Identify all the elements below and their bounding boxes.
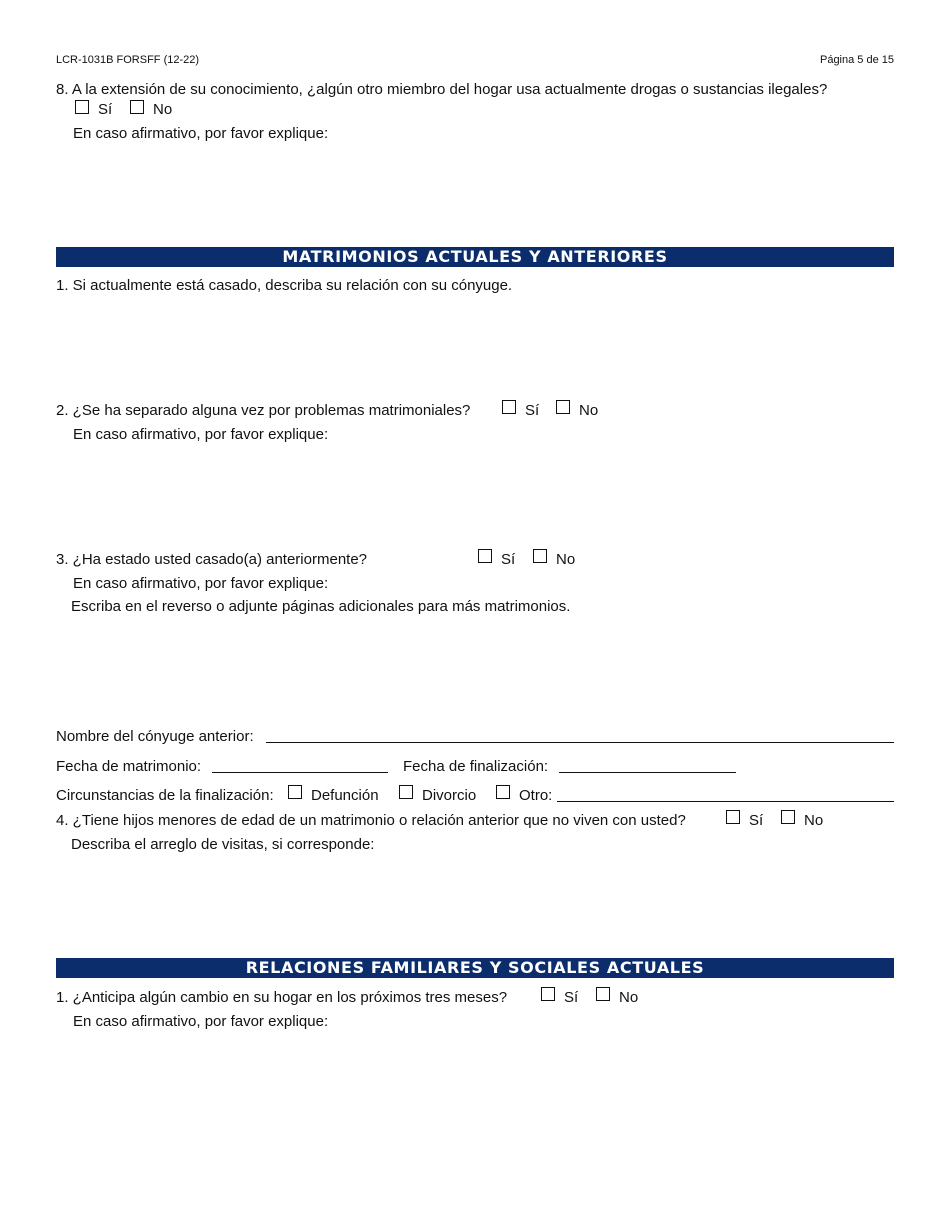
section-family-title: RELACIONES FAMILIARES Y SOCIALES ACTUALES xyxy=(245,958,705,977)
death-label: Defunción xyxy=(311,787,379,804)
q8-no-checkbox[interactable] xyxy=(130,100,144,114)
m-q3-explain: En caso afirmativo, por favor explique: xyxy=(73,575,329,592)
m-q4-yes-label: Sí xyxy=(749,812,764,829)
m-q4-text: 4. ¿Tiene hijos menores de edad de un matrimonio o relación anterior que no viven con usted? xyxy=(56,812,686,829)
other-checkbox[interactable] xyxy=(496,785,510,799)
death-checkbox[interactable] xyxy=(288,785,302,799)
marriage-date-label: Fecha de matrimonio: xyxy=(56,758,202,775)
q8-yes-checkbox[interactable] xyxy=(75,100,89,114)
f-q1-no-label: No xyxy=(619,989,639,1006)
m-q3-note: Escriba en el reverso o adjunte páginas adicionales para más matrimonios. xyxy=(71,598,571,615)
other-label: Otro: xyxy=(519,787,553,804)
other-field[interactable] xyxy=(557,801,894,802)
m-q2-explain: En caso afirmativo, por favor explique: xyxy=(73,426,329,443)
m-q2-no-checkbox[interactable] xyxy=(556,400,570,414)
m-q4-no-label: No xyxy=(804,812,824,829)
f-q1-no-checkbox[interactable] xyxy=(596,987,610,1001)
q8-text: 8. A la extensión de su conocimiento, ¿algún otro miembro del hogar usa actualmente drogas o sustancias ilegales? xyxy=(56,81,828,98)
q8-explain: En caso afirmativo, por favor explique: xyxy=(73,125,329,142)
marriage-date-field[interactable] xyxy=(212,772,388,773)
form-id: LCR-1031B FORSFF (12-22) xyxy=(56,54,200,66)
m-q3-yes-checkbox[interactable] xyxy=(478,549,492,563)
end-date-field[interactable] xyxy=(559,772,736,773)
section-marriages-title: MATRIMONIOS ACTUALES Y ANTERIORES xyxy=(282,247,668,266)
m-q4-no-checkbox[interactable] xyxy=(781,810,795,824)
f-q1-text: 1. ¿Anticipa algún cambio en su hogar en los próximos tres meses? xyxy=(56,989,508,1006)
page-number: Página 5 de 15 xyxy=(819,54,894,66)
former-spouse-label: Nombre del cónyuge anterior: xyxy=(56,728,254,745)
f-q1-yes-label: Sí xyxy=(564,989,579,1006)
m-q3-yes-label: Sí xyxy=(501,551,516,568)
m-q2-text: 2. ¿Se ha separado alguna vez por problemas matrimoniales? xyxy=(56,402,471,419)
circumstances-label: Circunstancias de la finalización: xyxy=(56,787,274,804)
m-q3-no-label: No xyxy=(556,551,576,568)
m-q2-yes-checkbox[interactable] xyxy=(502,400,516,414)
m-q3-text: 3. ¿Ha estado usted casado(a) anteriormente? xyxy=(56,551,368,568)
former-spouse-field[interactable] xyxy=(266,742,894,743)
divorce-label: Divorcio xyxy=(422,787,477,804)
q8-yes-label: Sí xyxy=(98,101,113,118)
f-q1-explain: En caso afirmativo, por favor explique: xyxy=(73,1013,329,1030)
m-q2-yes-label: Sí xyxy=(525,402,540,419)
m-q2-no-label: No xyxy=(579,402,599,419)
m-q4-yes-checkbox[interactable] xyxy=(726,810,740,824)
m-q3-no-checkbox[interactable] xyxy=(533,549,547,563)
m-q4-visits: Describa el arreglo de visitas, si corresponde: xyxy=(71,836,375,853)
m-q1-text: 1. Si actualmente está casado, describa su relación con su cónyuge. xyxy=(56,277,513,294)
f-q1-yes-checkbox[interactable] xyxy=(541,987,555,1001)
section-family-header xyxy=(56,958,894,978)
section-marriages-header xyxy=(56,247,894,267)
q8-no-label: No xyxy=(153,101,173,118)
end-date-label: Fecha de finalización: xyxy=(403,758,549,775)
divorce-checkbox[interactable] xyxy=(399,785,413,799)
